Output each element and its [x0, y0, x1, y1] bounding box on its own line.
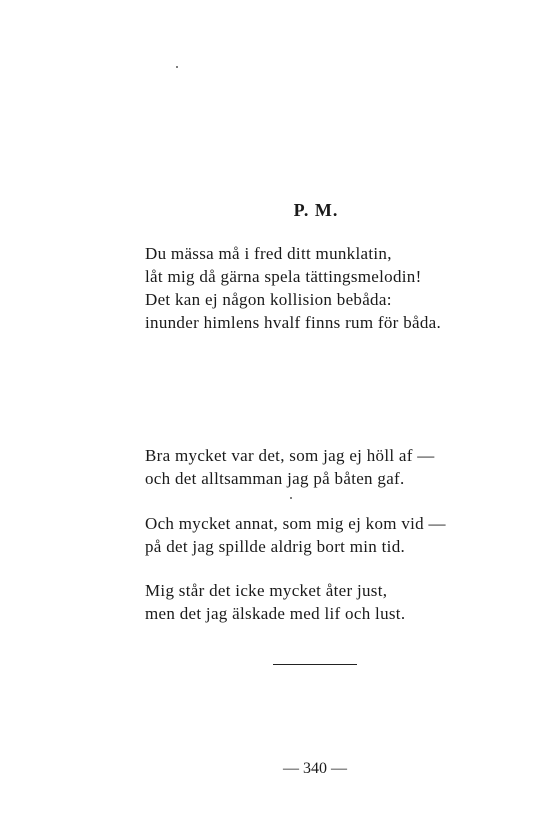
poem-title: P. M.	[293, 200, 339, 220]
verse-line: Och mycket annat, som mig ej kom vid —	[145, 514, 446, 533]
verse-line: men det jag älskade med lif och lust.	[145, 604, 406, 623]
verse-line: inunder himlens hvalf finns rum för båda.	[145, 313, 442, 332]
stanza	[145, 579, 405, 625]
verse-line: Det kan ej någon kollision bebåda:	[145, 290, 392, 309]
stanza	[145, 444, 435, 490]
verse-line: Bra mycket var det, som jag ej höll af —	[145, 446, 435, 465]
verse-line: låt mig då gärna spela tättingsmelodin!	[145, 267, 422, 286]
stanza	[145, 242, 441, 334]
print-speck	[176, 66, 178, 68]
stanza	[145, 512, 446, 558]
print-speck	[290, 497, 292, 499]
verse-line: Mig står det icke mycket åter just,	[145, 581, 388, 600]
verse-line: Du mässa må i fred ditt munklatin,	[145, 244, 392, 263]
verse-line: på det jag spillde aldrig bort min tid.	[145, 537, 406, 556]
section-divider	[273, 664, 357, 665]
page-number: — 340 —	[283, 760, 347, 777]
verse-line: och det alltsamman jag på båten gaf.	[145, 469, 405, 488]
